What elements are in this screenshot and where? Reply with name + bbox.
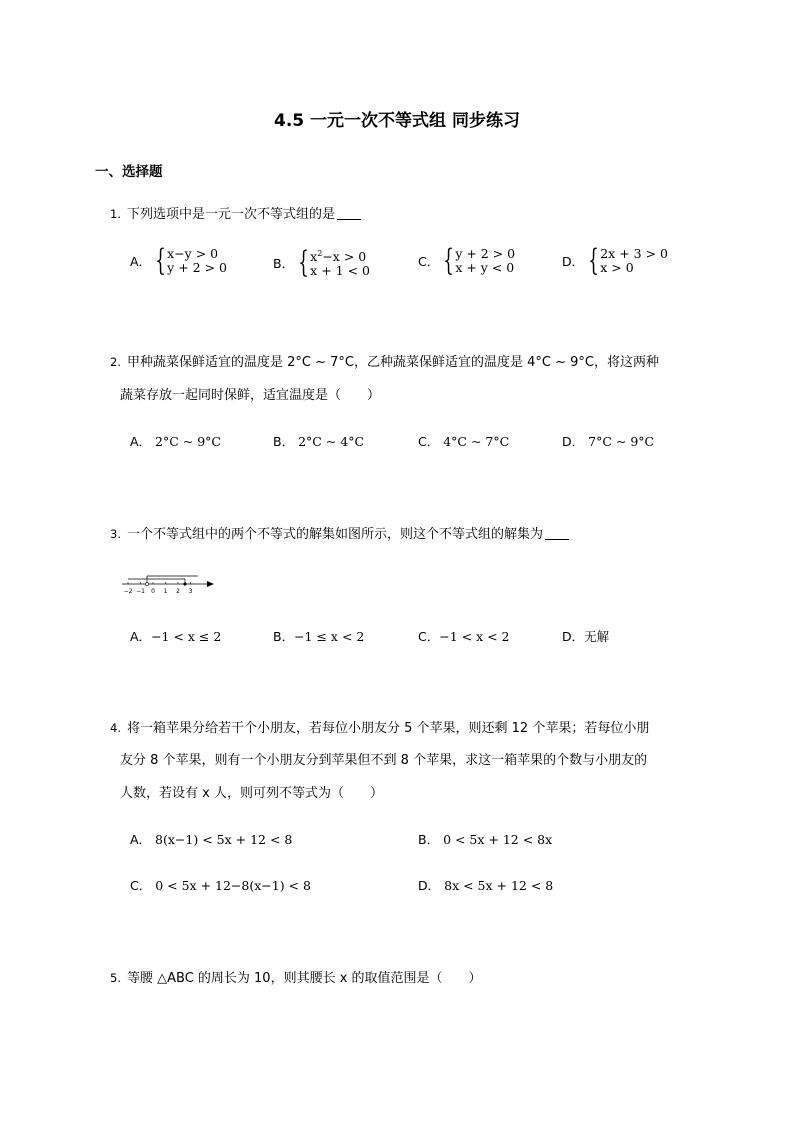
system-line: x + y < 0 (455, 260, 515, 275)
question-number: 2. (110, 355, 121, 369)
option-text: 4°C ~ 7°C (443, 434, 510, 449)
option-text: −1 < x ≤ 2 (151, 629, 222, 644)
solution-bracket-2 (128, 579, 185, 584)
question-2 (110, 352, 659, 373)
question-5 (110, 968, 482, 989)
tick-label: 2 (176, 588, 180, 595)
tick-label: 3 (188, 588, 193, 595)
option-label: C． (418, 254, 440, 269)
system-line: x > 0 (600, 260, 634, 275)
option-label: D． (562, 629, 585, 644)
option-text: 8(x−1) < 5x + 12 < 8 (155, 832, 293, 847)
option-text: 8x < 5x + 12 < 8 (444, 878, 554, 893)
q3-option-b[interactable] (273, 627, 364, 645)
open-point (145, 582, 148, 585)
option-label: D． (562, 254, 585, 269)
q3-option-a[interactable] (130, 627, 221, 645)
tick-label: 1 (163, 588, 168, 595)
question-3 (110, 524, 569, 545)
brace-icon: { (443, 243, 455, 278)
option-label: B． (273, 629, 295, 644)
system-line: 2x + 3 > 0 (600, 246, 668, 261)
q3-option-d[interactable] (562, 627, 609, 645)
q1-option-b[interactable] (273, 244, 370, 280)
q1-option-a[interactable] (130, 243, 227, 278)
option-text: 0 < 5x + 12 < 8x (443, 832, 553, 847)
system-line: y + 2 > 0 (455, 246, 516, 261)
q1-option-d[interactable] (562, 243, 668, 278)
q4-option-a[interactable] (130, 830, 292, 848)
brace-icon: { (298, 244, 309, 280)
question-1 (110, 204, 361, 225)
q4-option-b[interactable] (418, 830, 552, 848)
page-title: 4.5 一元一次不等式组 同步练习 (274, 111, 520, 131)
tick-label: −2 (123, 588, 133, 595)
tick-label: 0 (151, 588, 155, 595)
option-label: A． (130, 254, 152, 269)
q4-option-c[interactable] (130, 876, 311, 894)
q2-option-a[interactable] (130, 432, 221, 450)
question-number: 1. (110, 207, 121, 221)
q2-option-b[interactable] (273, 432, 364, 450)
question-text: 等腰 △ABC 的周长为 10，则其腰长 x 的取值范围是（ ） (126, 971, 482, 986)
question-4-line-2: 友分 8 个苹果，则有一个小朋友分到苹果但不到 8 个苹果，求这一箱苹果的个数与小朋友的 (120, 753, 648, 768)
system-line: y + 2 > 0 (167, 260, 227, 275)
question-number: 4. (110, 721, 121, 735)
brace-icon: { (155, 243, 166, 278)
system-line: x + 1 < 0 (310, 263, 370, 279)
question-text-line-1: 将一箱苹果分给若干个小朋友，若每位小朋友分 5 个苹果，则还剩 12 个苹果；若每位小朋 (126, 721, 650, 736)
q3-option-c[interactable] (418, 627, 510, 645)
option-label: A． (130, 434, 152, 449)
option-label: A． (130, 629, 152, 644)
system-line: x−y > 0 (167, 246, 219, 261)
option-text: −1 < x < 2 (439, 629, 510, 644)
option-label: C． (418, 629, 440, 644)
answer-blank (337, 219, 361, 220)
closed-point (183, 582, 186, 585)
option-label: B． (418, 832, 440, 847)
section-heading: 一、选择题 (95, 164, 163, 180)
option-label: B． (273, 434, 295, 449)
question-2-continued: 蔬菜存放一起同时保鲜，适宜温度是（ ） (120, 388, 381, 403)
q1-option-c[interactable] (418, 243, 516, 278)
tick-label: −1 (136, 588, 145, 595)
option-label: B． (273, 255, 295, 271)
option-label: C． (418, 434, 440, 449)
option-text: 2°C ~ 9°C (155, 434, 222, 449)
system-line: $x^2-x > 0$ (310, 249, 367, 265)
axis-arrow-icon (207, 581, 214, 587)
question-text-line-1: 甲种蔬菜保鲜适宜的温度是 2°C ~ 7°C，乙种蔬菜保鲜适宜的温度是 4°C ~ 9°C，将这两种 (126, 355, 659, 370)
option-label: C． (130, 878, 152, 893)
question-text: 下列选项中是一元一次不等式组的是 (126, 207, 335, 222)
q4-option-d[interactable] (418, 876, 553, 894)
question-4 (110, 718, 649, 739)
option-text: −1 ≤ x < 2 (294, 629, 365, 644)
question-4-line-3: 人数，若设有 x 人，则可列不等式为（ ） (120, 786, 383, 801)
question-text: 一个不等式组中的两个不等式的解集如图所示，则这个不等式组的解集为 (126, 527, 543, 542)
question-number: 3. (110, 527, 121, 541)
option-text: 2°C ~ 4°C (298, 434, 365, 449)
option-label: D． (562, 434, 585, 449)
question-number: 5. (110, 971, 121, 985)
number-line-figure (118, 568, 218, 598)
brace-icon: { (588, 243, 599, 278)
q2-option-c[interactable] (418, 432, 509, 450)
answer-blank (545, 539, 569, 540)
option-text: 7°C ~ 9°C (588, 434, 655, 449)
option-label: D． (418, 878, 441, 893)
option-text: 0 < 5x + 12−8(x−1) < 8 (155, 878, 311, 893)
q2-option-d[interactable] (562, 432, 654, 450)
option-label: A． (130, 832, 152, 847)
option-text: 无解 (584, 629, 610, 644)
